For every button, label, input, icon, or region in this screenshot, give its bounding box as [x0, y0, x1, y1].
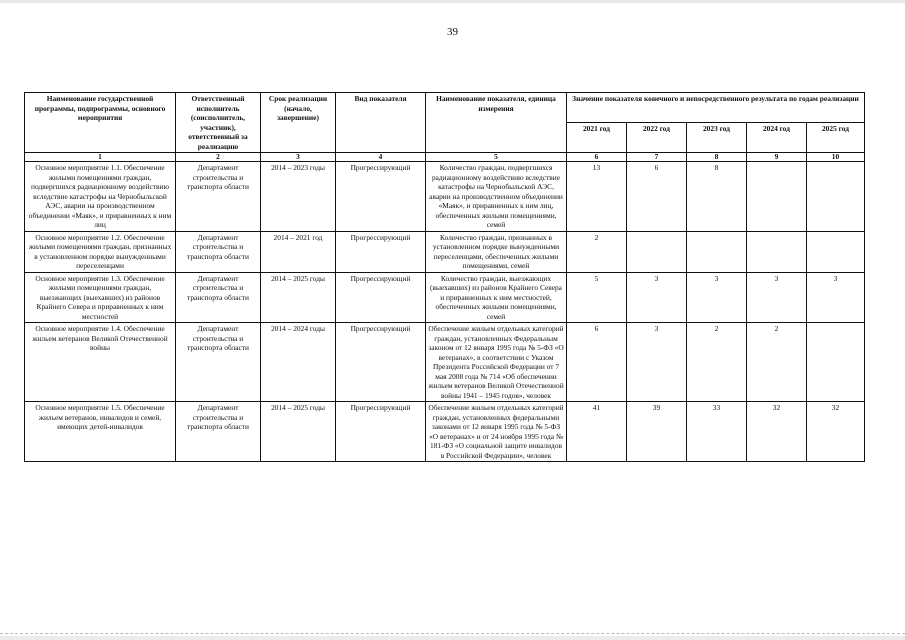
indicator-name-cell: Количество граждан, подвергшихся радиационному воздействию вследствие катастрофы на Чернобыльской АЭС, аварии на производственном объединении «Маяк», и приравненных к ним лиц, обеспеченных жилыми помещениями, семей — [426, 162, 567, 232]
value-cell — [747, 231, 807, 272]
column-number: 2 — [176, 153, 261, 162]
header-indicator-name: Наименование показателя, единица измерения — [426, 93, 567, 153]
column-numbers-row — [25, 153, 865, 162]
header-row — [25, 93, 865, 123]
indicator-type-cell: Прогрессирующий — [336, 402, 426, 462]
table-row — [25, 162, 865, 232]
executor-cell: Департамент строительства и транспорта области — [176, 231, 261, 272]
header-indicator-type: Вид показателя — [336, 93, 426, 153]
period-cell: 2014 – 2025 годы — [261, 402, 336, 462]
indicators-table — [24, 92, 865, 462]
column-number: 1 — [25, 153, 176, 162]
page-top-edge — [0, 0, 905, 3]
value-cell — [687, 231, 747, 272]
header-year: 2025 год — [807, 123, 865, 153]
header-executor: Ответственный исполнитель (соисполнитель, участник), ответственный за реализацию — [176, 93, 261, 153]
column-number: 5 — [426, 153, 567, 162]
indicator-type-cell: Прогрессирующий — [336, 162, 426, 232]
period-cell: 2014 – 2024 годы — [261, 323, 336, 402]
header-year: 2021 год — [567, 123, 627, 153]
indicator-type-cell: Прогрессирующий — [336, 323, 426, 402]
table-row — [25, 231, 865, 272]
executor-cell: Департамент строительства и транспорта области — [176, 402, 261, 462]
table-row — [25, 402, 865, 462]
header-year: 2022 год — [627, 123, 687, 153]
executor-cell: Департамент строительства и транспорта области — [176, 272, 261, 323]
value-cell: 3 — [687, 272, 747, 323]
value-cell: 32 — [807, 402, 865, 462]
indicator-name-cell: Обеспечение жильем отдельных категорий граждан, установленных федеральными законами от 12 января 1995 года № 5-ФЗ «О ветеранах» и от 24 ноября 1995 года № 181-ФЗ «О социальной защите инвалидов в Российской Федерации», человек — [426, 402, 567, 462]
header-program: Наименование государственной программы, подпрограммы, основного мероприятия — [25, 93, 176, 153]
table-row — [25, 272, 865, 323]
period-cell: 2014 – 2021 год — [261, 231, 336, 272]
program-cell: Основное мероприятие 1.2. Обеспечение жилыми помещениями граждан, признанных в установленном порядке вынужденными переселенцами — [25, 231, 176, 272]
executor-cell: Департамент строительства и транспорта области — [176, 162, 261, 232]
header-values-group: Значение показателя конечного и непосредственного результата по годам реализации — [567, 93, 865, 123]
value-cell: 33 — [687, 402, 747, 462]
value-cell: 3 — [627, 272, 687, 323]
page-bottom-edge — [0, 636, 905, 640]
column-number: 10 — [807, 153, 865, 162]
page-number: 39 — [447, 26, 458, 38]
header-period: Срок реализации (начало, завершение) — [261, 93, 336, 153]
value-cell: 5 — [567, 272, 627, 323]
value-cell: 6 — [627, 162, 687, 232]
header-year: 2024 год — [747, 123, 807, 153]
program-cell: Основное мероприятие 1.1. Обеспечение жилыми помещениями граждан, подвергшихся радиационному воздействию вследствие катастрофы на Чернобыльской АЭС, аварии на производственном объединении «Маяк», и приравненных к ним лиц — [25, 162, 176, 232]
program-cell: Основное мероприятие 1.5. Обеспечение жильем ветеранов, инвалидов и семей, имеющих детей-инвалидов — [25, 402, 176, 462]
program-cell: Основное мероприятие 1.4. Обеспечение жильем ветеранов Великой Отечественной войны — [25, 323, 176, 402]
value-cell: 3 — [747, 272, 807, 323]
value-cell: 39 — [627, 402, 687, 462]
value-cell — [807, 323, 865, 402]
column-number: 9 — [747, 153, 807, 162]
period-cell: 2014 – 2023 годы — [261, 162, 336, 232]
table-row — [25, 323, 865, 402]
scan-bottom-dashes — [0, 633, 905, 635]
value-cell: 8 — [687, 162, 747, 232]
program-cell: Основное мероприятие 1.3. Обеспечение жилыми помещениями граждан, выезжающих (выехавших) из районов Крайнего Севера и приравненных к ним местностей — [25, 272, 176, 323]
column-number: 7 — [627, 153, 687, 162]
column-number: 8 — [687, 153, 747, 162]
value-cell: 13 — [567, 162, 627, 232]
value-cell — [747, 162, 807, 232]
period-cell: 2014 – 2025 годы — [261, 272, 336, 323]
indicator-name-cell: Количество граждан, признанных в установленном порядке вынужденными переселенцами, обеспеченных жилыми помещениями, семей — [426, 231, 567, 272]
indicator-type-cell: Прогрессирующий — [336, 272, 426, 323]
value-cell: 41 — [567, 402, 627, 462]
value-cell: 3 — [807, 272, 865, 323]
indicator-name-cell: Обеспечение жильем отдельных категорий граждан, установленных Федеральным законом от 12 января 1995 года № 5-ФЗ «О ветеранах», в соответствии с Указом Президента Российской Федерации от 7 мая 2008 года № 714 «Об обеспечении жильем ветеранов Великой Отечественной войны 1941 – 1945 годов», человек — [426, 323, 567, 402]
indicator-name-cell: Количество граждан, выезжающих (выехавших) из районов Крайнего Севера и приравненных к ним местностей, обеспеченных жилыми помещениями, семей — [426, 272, 567, 323]
column-number: 3 — [261, 153, 336, 162]
executor-cell: Департамент строительства и транспорта области — [176, 323, 261, 402]
header-year: 2023 год — [687, 123, 747, 153]
column-number: 6 — [567, 153, 627, 162]
value-cell: 3 — [627, 323, 687, 402]
value-cell: 6 — [567, 323, 627, 402]
value-cell: 2 — [567, 231, 627, 272]
indicator-type-cell: Прогрессирующий — [336, 231, 426, 272]
value-cell — [807, 231, 865, 272]
value-cell: 2 — [747, 323, 807, 402]
column-number: 4 — [336, 153, 426, 162]
value-cell — [627, 231, 687, 272]
value-cell: 2 — [687, 323, 747, 402]
value-cell — [807, 162, 865, 232]
value-cell: 32 — [747, 402, 807, 462]
